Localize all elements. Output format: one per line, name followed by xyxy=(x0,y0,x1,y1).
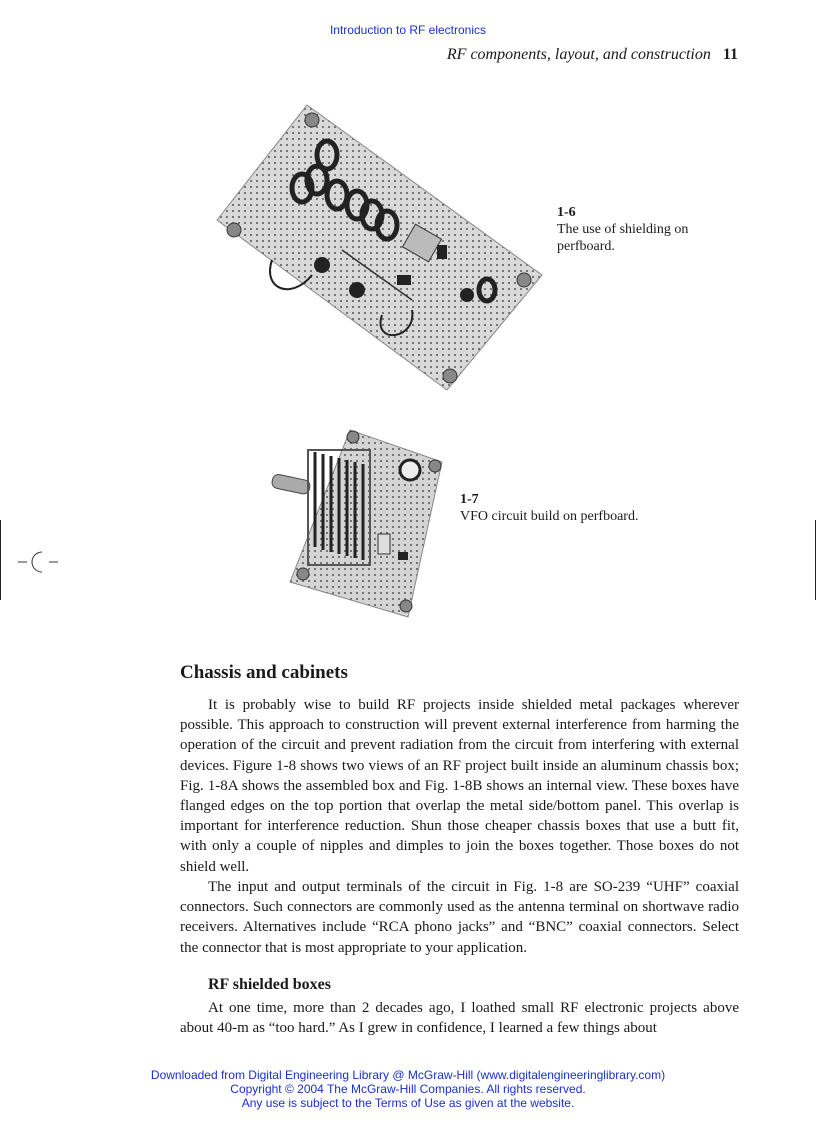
figure-1-6-photo xyxy=(212,100,547,392)
running-head xyxy=(447,46,738,64)
body-paragraph: It is probably wise to build RF projects inside shielded metal packages wherever possible. This approach to construction will prevent external interference from harming the operation of the circuit and prevent radiation from the circuit from interfering with external devices. Figure 1-8 shows two views of an RF project built inside an aluminum chassis box; Fig. 1-8A shows the assembled box and Fig. 1-8B shows an internal view. These boxes have flanged edges on the top portion that overlap the metal side/bottom panel. This overlap is important for interference reduction. Shun those cheaper chassis boxes that use a butt fit, with only a couple of nipples and dimples to join the boxes together. Those boxes do not shield well. xyxy=(180,697,739,875)
running-title: RF components, layout, and construction xyxy=(446,46,711,63)
figure-1-6-caption xyxy=(557,204,737,255)
footer-terms-link[interactable]: Any use is subject to the Terms of Use as given at the website. xyxy=(241,1096,575,1110)
figure-1-7-photo xyxy=(270,422,450,622)
registration-mark-icon xyxy=(18,548,60,576)
figure-caption-text: The use of shielding on perfboard. xyxy=(557,222,689,254)
footer-copyright: Copyright © 2004 The McGraw-Hill Companies. All rights reserved. xyxy=(230,1082,586,1096)
top-link[interactable]: Introduction to RF electronics xyxy=(329,23,487,37)
figure-number: 1-6 xyxy=(557,205,576,220)
left-margin-line xyxy=(0,520,1,600)
figure-caption-text: VFO circuit build on perfboard. xyxy=(460,509,639,524)
subsection-heading: RF shielded boxes xyxy=(208,976,331,993)
footer-download-link[interactable]: Downloaded from Digital Engineering Library @ McGraw-Hill (www.digitalengineeringlibrary.com) xyxy=(150,1068,666,1082)
figure-1-7-caption xyxy=(460,491,720,525)
page-number: 11 xyxy=(722,46,738,63)
figure-number: 1-7 xyxy=(460,492,479,507)
section-heading: Chassis and cabinets xyxy=(180,662,348,683)
download-footer xyxy=(0,1068,816,1110)
body-paragraph: The input and output terminals of the circuit in Fig. 1-8 are SO-239 “UHF” coaxial connectors. Such connectors are commonly used as the antenna terminal on shortwave radio receivers. Alternatives include “RCA phono jacks” and “BNC” coaxial connectors. Select the connector that is most appropriate to your application. xyxy=(180,879,739,956)
body-paragraph: At one time, more than 2 decades ago, I loathed small RF electronic projects above about 40-m as “too hard.” As I grew in confidence, I learned a few things about xyxy=(180,1000,739,1037)
